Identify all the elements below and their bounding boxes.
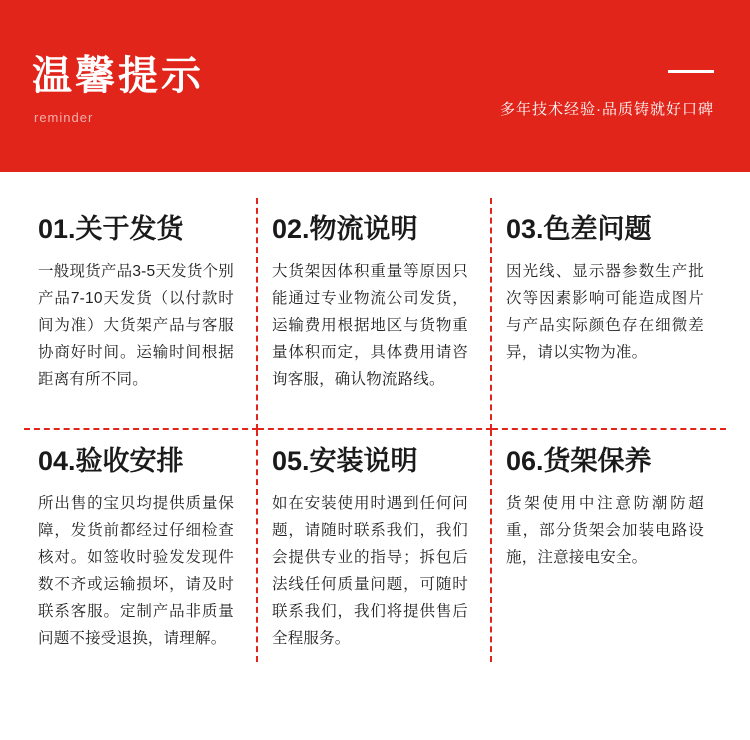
tip-title-02	[272, 212, 472, 246]
tip-index-05: 05.	[272, 446, 310, 476]
tip-body-01: 一般现货产品3-5天发货个别产品7-10天发货（以付款时间为准）大货架产品与客服协商好时间。运输时间根据距离有所不同。	[38, 263, 234, 388]
tip-heading-03: 色差问题	[543, 214, 652, 244]
tip-title-05	[272, 444, 472, 478]
tip-heading-01: 关于发货	[75, 214, 184, 244]
tip-title-06	[506, 444, 708, 478]
header-left-block	[32, 52, 204, 125]
tip-card-05	[258, 430, 492, 662]
tip-card-03	[492, 198, 726, 430]
tip-card-06	[492, 430, 726, 662]
tip-index-02: 02.	[272, 214, 310, 244]
tip-heading-02: 物流说明	[309, 214, 418, 244]
tip-body-02: 大货架因体积重量等原因只能通过专业物流公司发货，运输费用根据地区与货物重量体积而定，具体费用请咨询客服，确认物流路线。	[272, 263, 468, 388]
tip-body-06: 货架使用中注意防潮防超重，部分货架会加装电路设施，注意接电安全。	[506, 495, 704, 566]
tip-index-01: 01.	[38, 214, 76, 244]
header-slogan: 多年技术经验·品质铸就好口碑	[500, 101, 714, 118]
dash-icon	[668, 70, 714, 73]
tip-body-04: 所出售的宝贝均提供质量保障，发货前都经过仔细检查核对。如签收时验发发现件数不齐或运输损坏，请及时联系客服。定制产品非质量问题不接受退换，请理解。	[38, 495, 234, 647]
tip-index-06: 06.	[506, 446, 544, 476]
tip-card-01	[24, 198, 258, 430]
tip-title-01	[38, 212, 238, 246]
tip-title-03	[506, 212, 708, 246]
tip-card-04	[24, 430, 258, 662]
tip-body-03: 因光线、显示器参数生产批次等因素影响可能造成图片与产品实际颜色存在细微差异，请以实物为准。	[506, 263, 704, 361]
tip-heading-05: 安装说明	[309, 446, 418, 476]
header-right-block	[500, 70, 714, 119]
page-title: 温馨提示	[32, 54, 204, 98]
tip-index-04: 04.	[38, 446, 76, 476]
tip-heading-06: 货架保养	[543, 446, 652, 476]
tip-heading-04: 验收安排	[75, 446, 184, 476]
tip-title-04	[38, 444, 238, 478]
tip-index-03: 03.	[506, 214, 544, 244]
header-banner	[0, 0, 750, 172]
tip-card-02	[258, 198, 492, 430]
page-subtitle: reminder	[34, 110, 94, 125]
tip-body-05: 如在安装使用时遇到任何问题，请随时联系我们，我们会提供专业的指导；拆包后法线任何质量问题，可随时联系我们，我们将提供售后全程服务。	[272, 495, 468, 647]
tips-grid	[0, 172, 750, 740]
